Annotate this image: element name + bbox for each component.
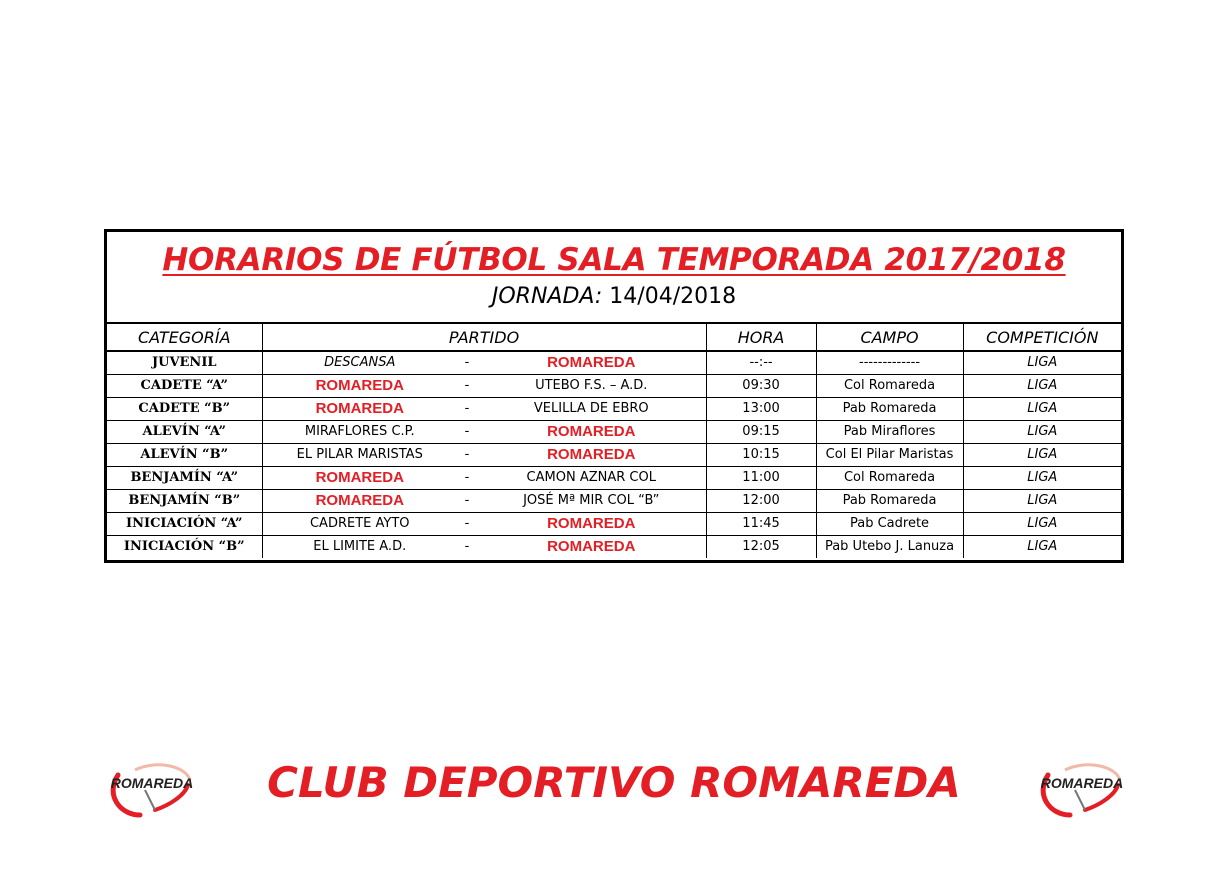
competition-cell: LIGA (963, 375, 1121, 398)
table-row (107, 467, 1121, 490)
table-row (107, 444, 1121, 467)
home-team-cell: ROMAREDA (262, 490, 457, 513)
away-team-cell: VELILLA DE EBRO (477, 398, 706, 421)
home-team-cell: ROMAREDA (262, 398, 457, 421)
venue-cell: Col Romareda (816, 467, 963, 490)
venue-cell: Pab Miraflores (816, 421, 963, 444)
table-row (107, 398, 1121, 421)
jornada-line (107, 284, 1121, 309)
column-header-competicion: COMPETICIÓN (963, 324, 1121, 351)
match-separator: - (457, 513, 477, 536)
logo-right-text: ROMAREDA (1040, 775, 1124, 791)
time-cell: 09:15 (706, 421, 816, 444)
schedule-table-frame (104, 229, 1124, 563)
home-team-cell: ROMAREDA (262, 467, 457, 490)
competition-cell: LIGA (963, 490, 1121, 513)
competition-cell: LIGA (963, 351, 1121, 375)
home-team-cell: EL PILAR MARISTAS (262, 444, 457, 467)
home-team-cell: MIRAFLORES C.P. (262, 421, 457, 444)
match-separator: - (457, 398, 477, 421)
category-cell: CADETE “A” (107, 375, 262, 398)
category-cell: BENJAMÍN “B” (107, 490, 262, 513)
match-separator: - (457, 444, 477, 467)
table-body (107, 351, 1121, 558)
time-cell: 10:15 (706, 444, 816, 467)
page-title: HORARIOS DE FÚTBOL SALA TEMPORADA 2017/2018 (162, 242, 1066, 278)
category-cell: INICIACIÓN “A” (107, 513, 262, 536)
time-cell: 12:00 (706, 490, 816, 513)
table-row (107, 351, 1121, 375)
venue-cell: Col Romareda (816, 375, 963, 398)
table-row (107, 490, 1121, 513)
match-separator: - (457, 467, 477, 490)
competition-cell: LIGA (963, 421, 1121, 444)
home-team-cell: DESCANSA (262, 351, 457, 375)
table-row (107, 513, 1121, 536)
away-team-cell: CAMON AZNAR COL (477, 467, 706, 490)
jornada-date: 14/04/2018 (609, 284, 737, 309)
competition-cell: LIGA (963, 536, 1121, 559)
away-team-cell: UTEBO F.S. – A.D. (477, 375, 706, 398)
venue-cell: Pab Romareda (816, 490, 963, 513)
competition-cell: LIGA (963, 398, 1121, 421)
away-team-cell: ROMAREDA (477, 444, 706, 467)
category-cell: BENJAMÍN “A” (107, 467, 262, 490)
table-row (107, 536, 1121, 559)
away-team-cell: ROMAREDA (477, 513, 706, 536)
match-separator: - (457, 536, 477, 559)
venue-cell: ------------- (816, 351, 963, 375)
match-separator: - (457, 375, 477, 398)
time-cell: 11:45 (706, 513, 816, 536)
venue-cell: Pab Cadrete (816, 513, 963, 536)
venue-cell: Col El Pilar Maristas (816, 444, 963, 467)
competition-cell: LIGA (963, 467, 1121, 490)
time-cell: 12:05 (706, 536, 816, 559)
category-cell: INICIACIÓN “B” (107, 536, 262, 559)
column-header-hora: HORA (706, 324, 816, 351)
table-header-row (107, 324, 1121, 351)
column-header-categoria: CATEGORÍA (107, 324, 262, 351)
venue-cell: Pab Utebo J. Lanuza (816, 536, 963, 559)
time-cell: 09:30 (706, 375, 816, 398)
time-cell: 13:00 (706, 398, 816, 421)
jornada-label: JORNADA: (491, 284, 603, 309)
away-team-cell: ROMAREDA (477, 421, 706, 444)
home-team-cell: CADRETE AYTO (262, 513, 457, 536)
schedule-table (107, 324, 1121, 558)
away-team-cell: JOSÉ Mª MIR COL “B” (477, 490, 706, 513)
club-name: CLUB DEPORTIVO ROMAREDA (267, 758, 961, 807)
home-team-cell: ROMAREDA (262, 375, 457, 398)
match-separator: - (457, 490, 477, 513)
column-header-partido: PARTIDO (262, 324, 706, 351)
category-cell: CADETE “B” (107, 398, 262, 421)
match-separator: - (457, 421, 477, 444)
category-cell: JUVENIL (107, 351, 262, 375)
competition-cell: LIGA (963, 513, 1121, 536)
away-team-cell: ROMAREDA (477, 351, 706, 375)
venue-cell: Pab Romareda (816, 398, 963, 421)
away-team-cell: ROMAREDA (477, 536, 706, 559)
table-row (107, 421, 1121, 444)
competition-cell: LIGA (963, 444, 1121, 467)
title-box (107, 232, 1121, 324)
time-cell: 11:00 (706, 467, 816, 490)
match-separator: - (457, 351, 477, 375)
time-cell: --:-- (706, 351, 816, 375)
category-cell: ALEVÍN “B” (107, 444, 262, 467)
table-row (107, 375, 1121, 398)
category-cell: ALEVÍN “A” (107, 421, 262, 444)
home-team-cell: EL LIMITE A.D. (262, 536, 457, 559)
column-header-campo: CAMPO (816, 324, 963, 351)
logo-left-text: ROMAREDA (110, 775, 194, 791)
